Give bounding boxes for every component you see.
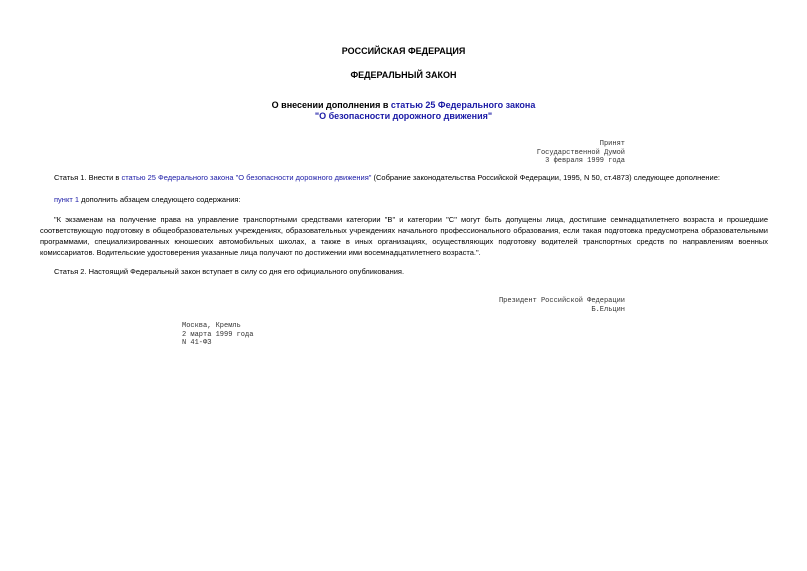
signature-line-2: Б.Ельцин xyxy=(591,305,625,314)
adopted-line-1: Принят xyxy=(599,140,625,148)
country-heading: РОССИЙСКАЯ ФЕДЕРАЦИЯ xyxy=(341,46,466,56)
law-title xyxy=(0,100,807,122)
point-suffix: дополнить абзацем следующего содержания: xyxy=(79,195,241,204)
adopted-block xyxy=(420,140,625,166)
law-title-prefix: О внесении дополнения в xyxy=(271,100,391,110)
article-1-prefix: Статья 1. Внести в xyxy=(54,173,122,182)
article-2: Статья 2. Настоящий Федеральный закон вступает в силу со дня его официального опубликования. xyxy=(54,267,405,276)
point-line xyxy=(54,194,774,205)
signature-line-1: Президент Российской Федерации xyxy=(498,297,625,305)
law-type-heading: ФЕДЕРАЛЬНЫЙ ЗАКОН xyxy=(350,70,457,80)
article-1-link[interactable]: статью 25 Федерального закона "О безопасности дорожного движения" xyxy=(121,173,372,182)
place-line-2: 2 марта 1999 года xyxy=(182,330,254,339)
law-title-link-2[interactable]: "О безопасности дорожного движения" xyxy=(314,111,493,121)
quote-paragraph: "К экзаменам на получение права на управление транспортными средствами категории "B" и категории "C" могут быть допущены лица, достигшие семнадцатилетнего возраста и прошедшие соответствующую подготовку в общеобразовательных учреждениях, образовательных учреждениях начального профессионального образования, если такая подготовка предусмотрена образовательными программами, специализированных юношеских автомобильных школах, а также в иных организациях, осуществляющих подготовку водителей транспортных средств по направлениям военных комиссариатов. Водительские удостоверения указанные лица получают по достижении ими восемнадцатилетнего возраста.". xyxy=(40,215,768,257)
place-line-3: N 41-ФЗ xyxy=(182,339,212,347)
law-title-link[interactable]: статью 25 Федерального закона xyxy=(390,100,536,110)
place-line-1: Москва, Кремль xyxy=(182,322,241,330)
place-block xyxy=(182,322,382,348)
point-link[interactable]: пункт 1 xyxy=(54,195,80,204)
signature-block xyxy=(420,297,625,314)
adopted-line-2: Государственной Думой xyxy=(536,148,625,157)
article-1 xyxy=(54,172,774,183)
adopted-line-3: 3 февраля 1999 года xyxy=(545,157,625,165)
article-1-suffix: (Собрание законодательства Российской Федерации, 1995, N 50, ст.4873) следующее дополнение: xyxy=(371,173,720,182)
